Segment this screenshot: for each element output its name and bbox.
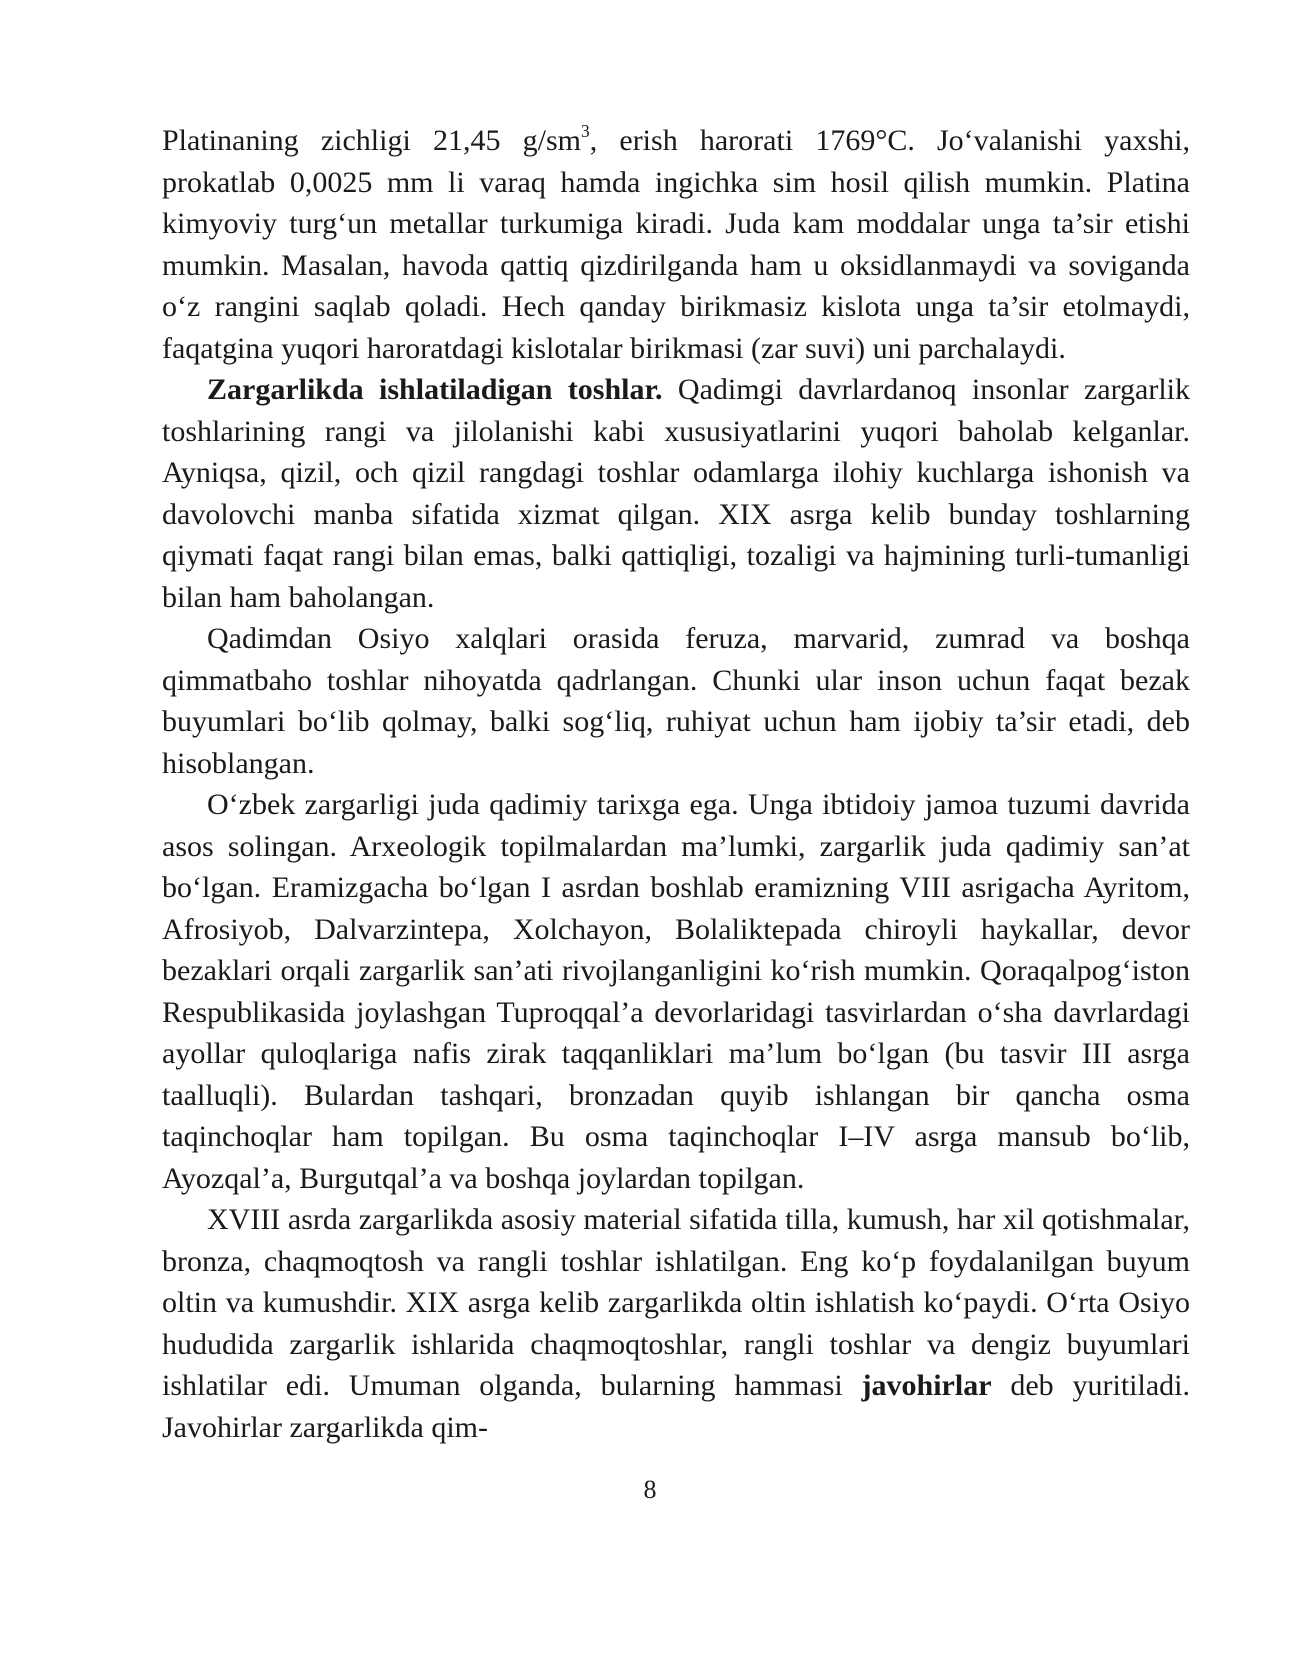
eighteenth-century-text: XVIII asrda zargarlikda asosiy material sifatida tilla, kumush, har xil qotishmalar, bronza, chaqmoqtosh va rangli toshlar ishlatilgan. Eng ko‘p foydalanilgan buyum oltin va kumushdir. XIX asrga kelib zargarlikda oltin ishlatish ko‘paydi. O‘rta Osiyo hududida zargarlik ishlarida chaqmoqtoshlar, rangli toshlar va dengiz buyumlari ishlatilar edi. Umuman olganda, bularning hammasi <box>162 1203 1190 1402</box>
paragraph-18th-century <box>162 1199 1190 1448</box>
platinum-text-rest: , erish harorati 1769°C. Jo‘valanishi yaxshi, prokatlab 0,0025 mm li varaq hamda ingichka sim hosil qilish mumkin. Platina kimyoviy turg‘un metallar turkumiga kiradi. Juda kam moddalar unga ta’sir etishi mumkin. Masalan, havoda qattiq qizdirilganda ham u oksidlanmaydi va soviganda o‘z rangini saqlab qoladi. Hech qanday birikmasiz kislota unga ta’sir etolmaydi, faqatgina yuqori haroratdagi kislotalar birikmasi (zar suvi) uni parchalaydi. <box>162 124 1190 365</box>
paragraph-asian-peoples <box>162 618 1190 784</box>
asian-peoples-text: Qadimdan Osiyo xalqlari orasida feruza, marvarid, zumrad va boshqa qimmatbaho toshlar nihoyatda qadrlangan. Chunki ular inson uchun faqat bezak buyumlari bo‘lib qolmay, balki sog‘liq, ruhiyat uchun ham ijobiy ta’sir etadi, deb hisoblangan. <box>162 622 1190 780</box>
section-heading: Zargarlikda ishlatiladigan toshlar. <box>207 373 663 406</box>
platinum-text-start: Platinaning zichligi 21,45 g/sm <box>162 124 581 157</box>
term-javohirlar: javohirlar <box>861 1369 992 1402</box>
page-body <box>162 120 1190 1448</box>
eighteenth-century-text-end: deb yuritiladi. Javohirlar zargarlikda qim- <box>162 1369 1190 1444</box>
page-number: 8 <box>643 1475 657 1504</box>
uzbek-history-text: O‘zbek zargarligi juda qadimiy tarixga ega. Unga ibtidoiy jamoa tuzumi davrida asos solingan. Arxeologik topilmalardan ma’lumki, zargarlik juda qadimiy san’at bo‘lgan. Eramizgacha bo‘lgan I asrdan boshlab eramizning VIII asrigacha Ayritom, Afrosiyob, Dalvarzintepa, Xolchayon, Bolaliktepada chiroyli haykallar, devor bezaklari orqali zargarlik san’ati rivojlanganligini ko‘rish mumkin. Qoraqalpog‘iston Respublikasida joylashgan Tuproqqal’a devorlaridagi tasvirlardan o‘sha davrlardagi ayollar quloqlariga nafis zirak taqqanliklari ma’lum bo‘lgan (bu tasvir III asrga taalluqli). Bulardan tashqari, bronzadan quyib ishlangan bir qancha osma taqinchoqlar ham topilgan. Bu osma taqinchoqlar I–IV asrga mansub bo‘lib, Ayozqal’a, Burgutqal’a va boshqa joylardan topilgan. <box>162 788 1190 1195</box>
paragraph-jewelry-stones <box>162 369 1190 618</box>
cubic-superscript: 3 <box>581 120 590 141</box>
paragraph-platinum <box>162 120 1190 369</box>
jewelry-stones-text: Qadimgi davrlardanoq insonlar zargarlik toshlarining rangi va jilolanishi kabi xususiyatlarini yuqori baholab kelganlar. Ayniqsa, qizil, och qizil rangdagi toshlar odamlarga ilohiy kuchlarga ishonish va davolovchi manba sifatida xizmat qilgan. XIX asrga kelib bunday toshlarning qiymati faqat rangi bilan emas, balki qattiqligi, tozaligi va hajmining turli-tumanligi bilan ham baholangan. <box>162 373 1190 614</box>
paragraph-uzbek-jewelry-history <box>162 784 1190 1199</box>
